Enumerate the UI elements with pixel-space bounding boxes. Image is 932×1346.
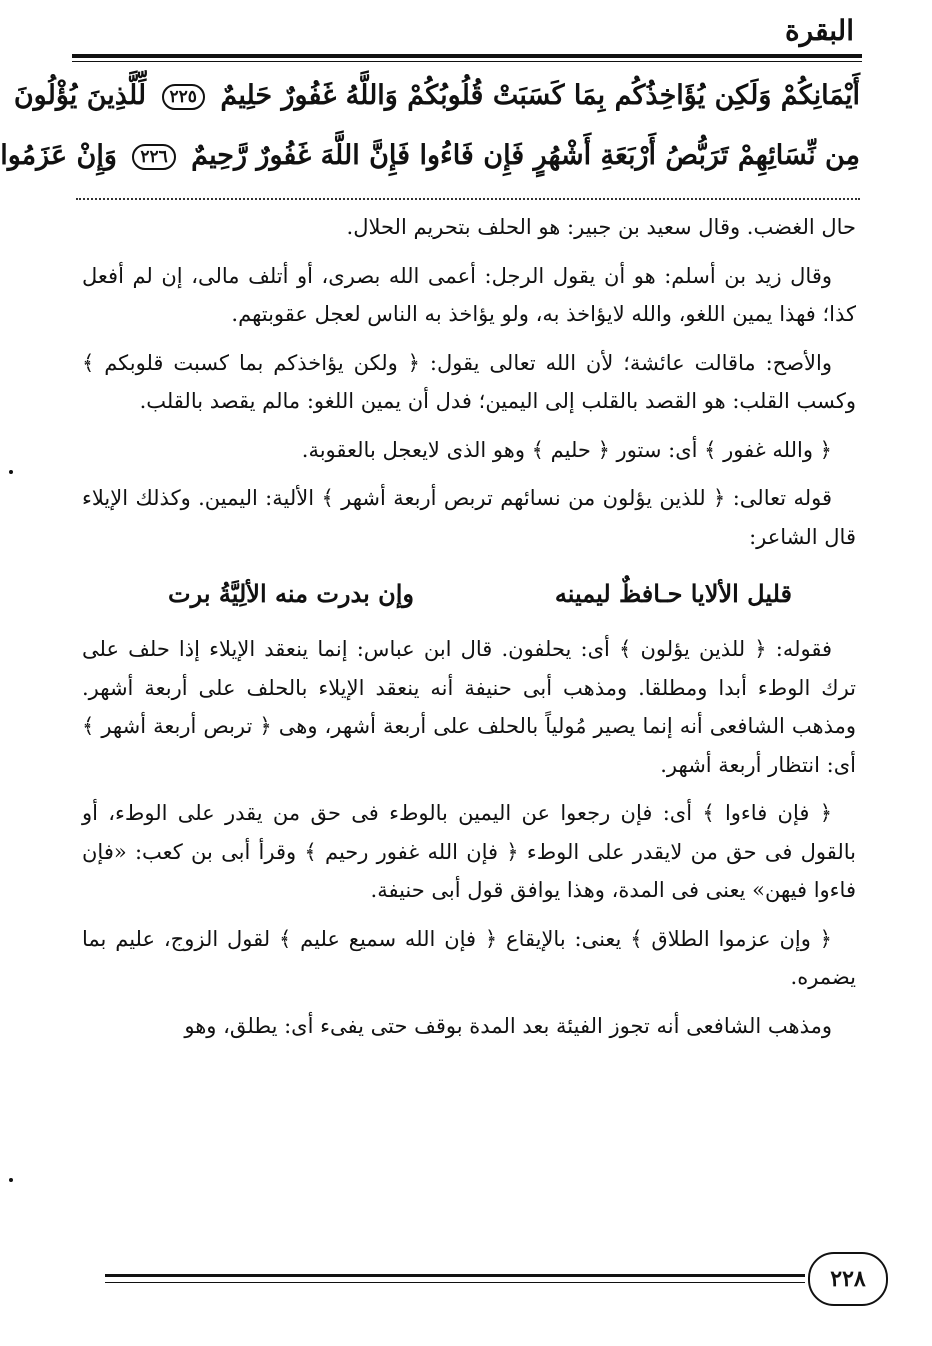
paragraph: والأصح: ماقالت عائشة؛ لأن الله تعالى يقول: ﴿ ولكن يؤاخذكم بما كسبت قلوبكم ﴾ وكسب القلب: هو القصد بالقلب إلى اليمين؛ فدل أن يمين اللغو: مالم يقصد بالقلب. <box>82 350 856 413</box>
paragraph: وقال زيد بن أسلم: هو أن يقول الرجل: أعمى الله بصرى، أو أتلف مالى، إن لم أفعل كذا؛ فهذا يمين اللغو، والله لايؤاخذ به، ولو يؤاخذ به الناس لعجل عقوبتهم. <box>82 263 856 326</box>
verse-first-hemistich: قليل الألايا حـافظٌ ليمينه <box>554 579 792 608</box>
paragraph: ﴿ وإن عزموا الطلاق ﴾ يعنى: بالإيقاع ﴿ فإن الله سميع عليم ﴾ لقول الزوج، عليم بما يضمره. <box>82 926 856 989</box>
paragraph: فقوله: ﴿ للذين يؤلون ﴾ أى: يحلفون. قال ابن عباس: إنما ينعقد الإيلاء إذا حلف على ترك الوطء أبدا ومطلقا. ومذهب أبى حنيفة أنه ينعقد الإيلاء بالحلف على أربعة أشهر. ومذهب الشافعى أنه إنما يصير مُولياً بالحلف على أربعة أشهر، وهى ﴿ تربص أربعة أشهر ﴾ أى: انتظار أربعة أشهر. <box>82 637 856 777</box>
quran-text-block <box>0 66 860 186</box>
surah-title: البقرة <box>784 14 854 47</box>
quran-segment: وَإِنْ عَزَمُوا <box>0 140 117 171</box>
dotted-separator <box>76 198 860 200</box>
commentary-text <box>82 208 856 1055</box>
page-number-badge: ٢٢٨ <box>808 1252 888 1306</box>
paragraph: ﴿ والله غفور ﴾ أى: ستور ﴿ حليم ﴾ وهو الذى لايعجل بالعقوبة. <box>301 437 832 462</box>
scan-edge-mark <box>9 470 13 474</box>
quran-line <box>0 126 860 186</box>
scan-edge-mark <box>9 1178 13 1182</box>
paragraph: ﴿ فإن فاءوا ﴾ أى: فإن رجعوا عن اليمين بالوطء فى حق من يقدر على الوطء، أو بالقول فى حق من لايقدر على الوطء ﴿ فإن الله غفور رحيم ﴾ وقرأ أبى بن كعب: «فإن فاءوا فيهن» يعنى فى المدة، وهذا يوافق قول أبى حنيفة. <box>82 801 856 902</box>
page-header <box>72 10 862 50</box>
quran-segment: لِّلَّذِينَ يُؤْلُونَ <box>13 80 147 111</box>
quran-segment: مِن نِّسَائِهِمْ تَرَبُّصُ أَرْبَعَةِ أَشْهُرٍ فَإِن فَاءُوا فَإِنَّ اللَّهَ غَفُورٌ رَّحِيمٌ <box>191 140 860 171</box>
paragraph: قوله تعالى: ﴿ للذين يؤلون من نسائهم تربص أربعة أشهر ﴾ الألية: اليمين. وكذلك الإيلاء قال الشاعر: <box>82 486 856 549</box>
footer-rule-thin <box>105 1282 805 1283</box>
ayah-number-marker: ٢٢٦ <box>132 144 175 170</box>
verse-second-hemistich: وإن بدرت منه الألِيَّةُ برت <box>168 579 415 608</box>
footer-rule <box>105 1274 805 1277</box>
paragraph: حال الغضب. وقال سعيد بن جبير: هو الحلف بتحريم الحلال. <box>346 215 856 239</box>
quran-segment: أَيْمَانِكُمْ وَلَكِن يُؤَاخِذُكُم بِمَا كَسَبَتْ قُلُوبُكُمْ وَاللَّهُ غَفُورٌ حَلِيمٌ <box>220 80 860 111</box>
quran-line <box>13 66 860 126</box>
paragraph: ومذهب الشافعى أنه تجوز الفيئة بعد المدة بوقف حتى يفىء أى: يطلق، وهو <box>184 1013 832 1038</box>
poetry-verse <box>82 566 856 622</box>
header-rule <box>72 54 862 58</box>
ayah-number-marker: ٢٢٥ <box>162 84 205 110</box>
header-rule-thin <box>72 61 862 62</box>
